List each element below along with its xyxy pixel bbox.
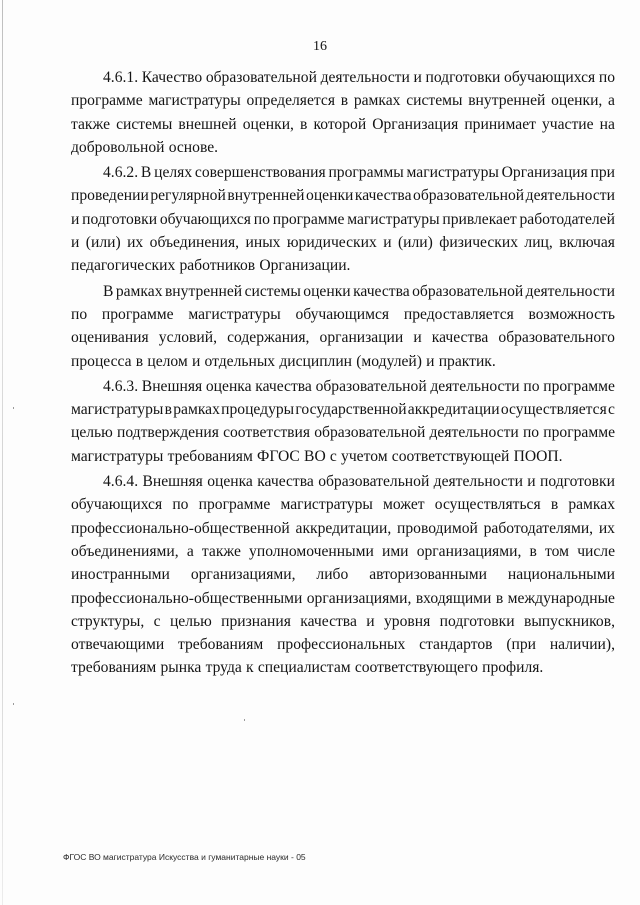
text-line: оценивания условий, содержания, организации и качества образовательного <box>71 329 615 347</box>
text-line: 4.6.4. Внешняя оценка качества образовательной деятельности и подготовки <box>103 473 615 491</box>
page-number: 16 <box>313 39 327 54</box>
page-footer: ФГОС ВО магистратура Искусства и гуманитарные науки - 05 <box>63 852 306 862</box>
text-line: также системы внешней оценки, в которой Организация принимает участие на <box>71 115 615 133</box>
text-line: 4.6.1. Качество образовательной деятельности и подготовки обучающихся по <box>103 69 615 86</box>
text-line: процесса в целом и отдельных дисциплин (модулей) и практик. <box>71 352 496 370</box>
scan-speck <box>244 719 245 721</box>
text-line: профессионально-общественными организациями, входящими в международные <box>71 589 615 607</box>
text-line: обучающихся по программе магистратуры может осуществляться в рамках <box>71 496 615 514</box>
text-line: отвечающими требованиям профессиональных стандартов (при наличии), <box>71 636 615 654</box>
text-line: по программе магистратуры обучающимся предоставляется возможность <box>71 305 615 323</box>
text-line: требованиям рынка труда к специалистам соответствующего профиля. <box>71 659 544 677</box>
text-line: иностранными организациями, либо авторизованными национальными <box>71 566 615 584</box>
paragraph <box>71 66 615 159</box>
text-line: добровольной основе. <box>71 138 219 156</box>
text-line: целью подтверждения соответствия образовательной деятельности по программе <box>71 424 615 442</box>
text-line: магистратуры требованиям ФГОС ВО с учетом соответствующей ПООП. <box>71 447 563 465</box>
text-line: 4.6.2. В целях совершенствования программы магистратуры Организация при <box>103 164 615 182</box>
paragraph <box>71 161 615 277</box>
paragraph-gap <box>71 680 615 682</box>
text-line: структуры, с целью признания качества и уровня подготовки выпускников, <box>71 612 615 630</box>
scan-speck <box>13 407 14 409</box>
text-line: проведении регулярной внутренней оценки качества образовательной деятельности <box>71 187 615 205</box>
text-line: магистратуры в рамках процедуры государственной аккредитации осуществляется с <box>71 401 615 419</box>
text-line: педагогических работников Организации. <box>71 257 351 275</box>
scan-edge-shadow <box>2 0 3 905</box>
text-line: и (или) их объединения, иных юридических и (или) физических лиц, включая <box>71 234 615 252</box>
text-line: 4.6.3. Внешняя оценка качества образовательной деятельности по программе <box>103 377 615 395</box>
scan-speck <box>13 703 14 705</box>
paragraph <box>71 375 615 468</box>
text-line: В рамках внутренней системы оценки качества образовательной деятельности <box>103 282 615 300</box>
text-line: программе магистратуры определяется в рамках системы внутренней оценки, а <box>71 92 615 110</box>
text-line: и подготовки обучающихся по программе магистратуры привлекает работодателей <box>71 210 615 228</box>
paragraph <box>71 280 615 373</box>
text-line: объединениями, а также уполномоченными ими организациями, в том числе <box>71 542 615 560</box>
paragraph <box>71 470 615 680</box>
text-line: профессионально-общественной аккредитации, проводимой работодателями, их <box>71 519 615 537</box>
document-body <box>71 66 615 682</box>
